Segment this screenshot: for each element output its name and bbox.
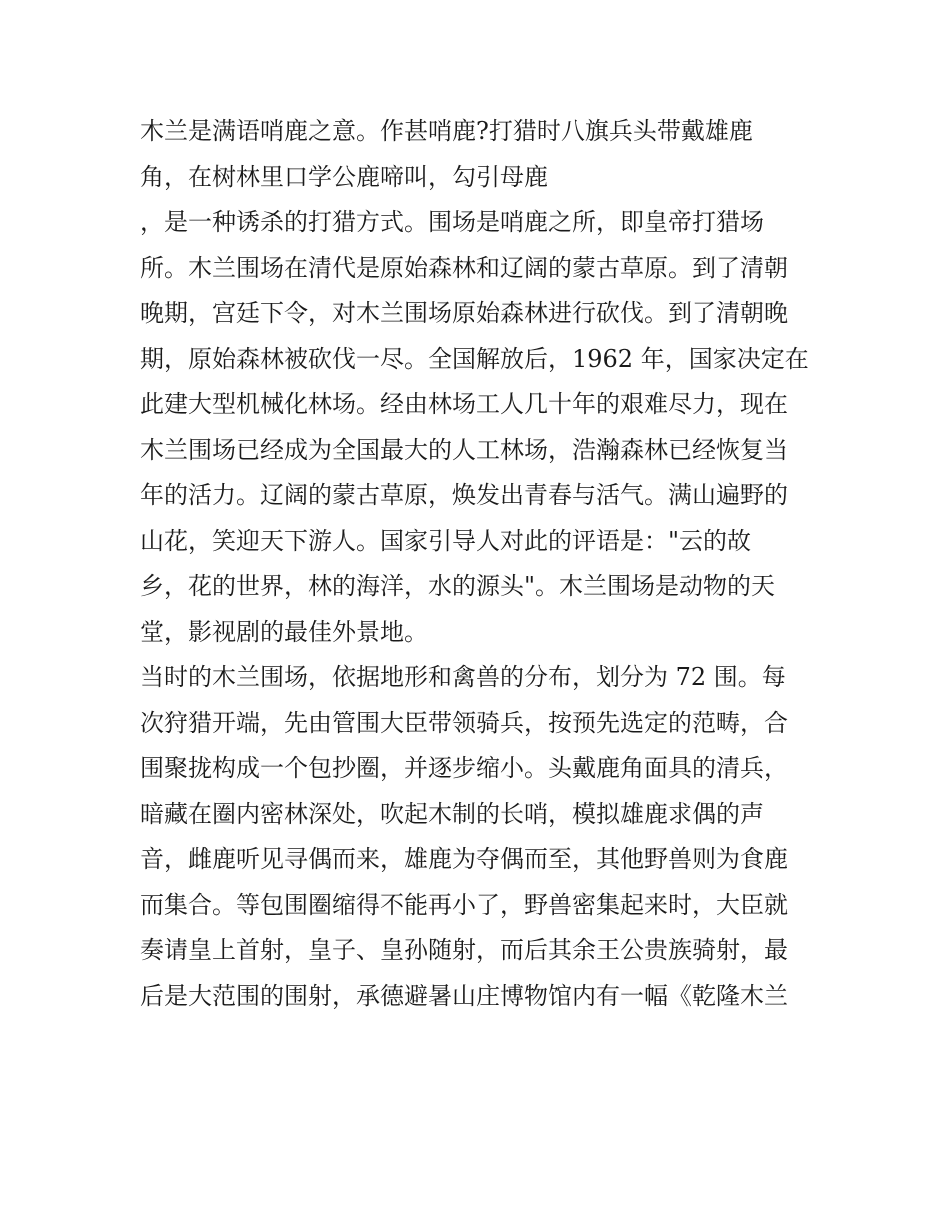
text-line: 年的活力。辽阔的蒙古草原，焕发出青春与活气。满山遍野的 — [140, 481, 788, 509]
text-line: 当时的木兰围场，依据地形和禽兽的分布，划分为 72 围。每 — [140, 663, 786, 691]
text-line: 音，雌鹿听见寻偶而来，雄鹿为夺偶而至，其他野兽则为食鹿 — [140, 845, 788, 873]
body-text — [140, 112, 830, 1022]
text-line: 后是大范围的围射，承德避暑山庄博物馆内有一幅《乾隆木兰 — [140, 981, 788, 1010]
text-line: 木兰是满语哨鹿之意。作甚哨鹿?打猎时八旗兵头带戴雄鹿 — [140, 117, 753, 145]
text-line: 围聚拢构成一个包抄圈，并逐步缩小。头戴鹿角面具的清兵， — [140, 754, 788, 782]
text-line: 奏请皇上首射，皇子、皇孙随射，而后其余王公贵族骑射，最 — [140, 936, 788, 964]
text-line: 期，原始森林被砍伐一尽。全国解放后，1962 年，国家决定在 — [140, 344, 809, 373]
text-line: 而集合。等包围圈缩得不能再小了，野兽密集起来时，大臣就 — [140, 890, 788, 919]
text-line: 暗藏在圈内密林深处，吹起木制的长哨，模拟雄鹿求偶的声 — [140, 799, 764, 828]
text-line: 乡，花的世界，林的海洋，水的源头"。木兰围场是动物的天 — [140, 572, 776, 600]
text-line: ，是一种诱杀的打猎方式。围场是哨鹿之所，即皇帝打猎场 — [140, 208, 764, 236]
text-line: 角，在树林里口学公鹿啼叫，勾引母鹿 — [140, 162, 548, 191]
text-line: 堂，影视剧的最佳外景地。 — [140, 617, 428, 646]
text-line: 木兰围场已经成为全国最大的人工林场，浩瀚森林已经恢复当 — [140, 435, 788, 464]
text-line: 所。木兰围场在清代是原始森林和辽阔的蒙古草原。到了清朝 — [140, 253, 788, 282]
text-line: 晚期，宫廷下令，对木兰围场原始森林进行砍伐。到了清朝晚 — [140, 299, 788, 327]
text-line: 此建大型机械化林场。经由林场工人几十年的艰难尽力，现在 — [140, 390, 788, 418]
text-line: 山花，笑迎天下游人。国家引导人对此的评语是："云的故 — [140, 526, 752, 555]
text-line: 次狩猎开端，先由管围大臣带领骑兵，按预先选定的范畴，合 — [140, 708, 788, 737]
